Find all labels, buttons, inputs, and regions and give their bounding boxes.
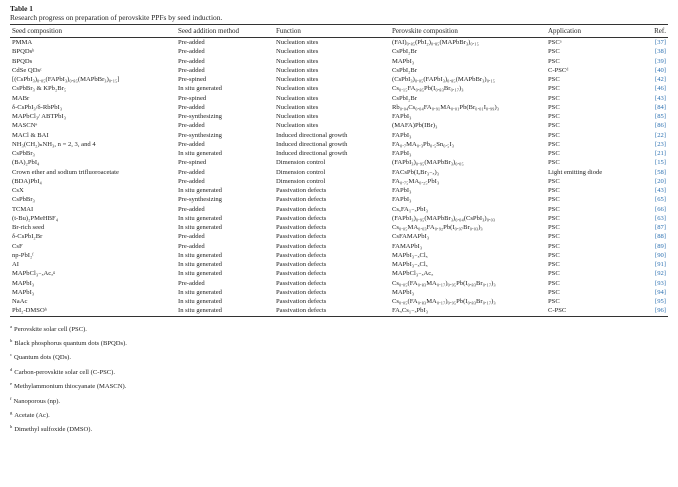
- function-cell: Passivation defects: [276, 270, 327, 278]
- ref-link[interactable]: [20]: [655, 177, 666, 185]
- table-row: [10, 260, 668, 269]
- footnote-mark: f: [10, 395, 12, 401]
- perovskite-composition-cell: FAPbI₃: [392, 150, 412, 157]
- table-header-row: [10, 25, 668, 38]
- application-cell: PSCᵃ: [548, 39, 562, 46]
- application-cell: PSC: [548, 131, 560, 139]
- perovskite-composition-cell: MAPbI₃: [392, 288, 415, 296]
- perovskite-composition-cell: (FAPbI₃)₀.₉₅(MAPbBr₃)₀.₀₅: [392, 159, 464, 167]
- seed-composition-cell: MAPbCl₃₋ₓAcₓᵍ: [12, 270, 56, 278]
- function-cell: Dimension control: [276, 159, 326, 167]
- function-cell: Nucleation sites: [276, 66, 319, 74]
- ref-link[interactable]: [90]: [655, 251, 666, 259]
- footnotes: [10, 321, 668, 436]
- perovskite-composition-cell: Cs₀.₁₅FA₀.₈₅Pb(I₀.₈₃Br₀.₁₇)₃: [392, 85, 464, 93]
- ref-link[interactable]: [39]: [655, 57, 666, 65]
- application-cell: C-PSCᵈ: [548, 66, 569, 74]
- function-cell: Nucleation sites: [276, 122, 319, 130]
- data-table: [10, 24, 668, 317]
- function-cell: Passivation defects: [276, 251, 327, 259]
- perovskite-composition-cell: FA₀.₇MA₀.₃Pb₀.₅Sn₀.₅I₃: [392, 140, 454, 148]
- footnote: [10, 378, 668, 392]
- seed-addition-method-cell: Pre-added: [178, 57, 205, 65]
- table-row: [10, 112, 668, 121]
- application-cell: PSC: [548, 214, 560, 222]
- footnote-text: Black phosphorus quantum dots (BPQDs).: [14, 339, 127, 347]
- seed-composition-cell: Br-rich seed: [12, 224, 45, 231]
- application-cell: PSC: [548, 94, 560, 102]
- footnote: [10, 364, 668, 378]
- application-cell: PSC: [548, 288, 560, 296]
- table-row: [10, 168, 668, 177]
- seed-composition-cell: NH₃(CH₂)ₙNH₃, n = 2, 3, and 4: [12, 140, 96, 148]
- table-row: [10, 149, 668, 158]
- function-cell: Induced directional growth: [276, 140, 348, 148]
- table-row: [10, 66, 668, 75]
- seed-addition-method-cell: Pre-added: [178, 279, 205, 287]
- footnote-text: Nanoporous (np).: [13, 397, 61, 405]
- application-cell: PSC: [548, 205, 560, 213]
- footnote: [10, 407, 668, 421]
- seed-composition-cell: AI: [12, 261, 19, 268]
- seed-composition-cell: CsPbBr₃ & KPb₂Br₅: [12, 85, 67, 93]
- application-cell: PSC: [548, 140, 560, 148]
- seed-addition-method-cell: Pre-synthesizing: [178, 196, 222, 204]
- table-row: [10, 177, 668, 186]
- application-cell: C-PSC: [548, 307, 567, 315]
- application-cell: PSC: [548, 242, 560, 250]
- ref-link[interactable]: [23]: [655, 140, 666, 148]
- header-seed-composition: Seed composition: [12, 27, 62, 35]
- seed-addition-method-cell: Pre-added: [178, 103, 205, 111]
- seed-addition-method-cell: Pre-spined: [178, 94, 207, 102]
- seed-composition-cell: CsPbBr₃: [12, 196, 35, 204]
- ref-link[interactable]: [95]: [655, 298, 666, 305]
- application-cell: PSC: [548, 187, 560, 194]
- function-cell: Nucleation sites: [276, 94, 319, 102]
- function-cell: Induced directional growth: [276, 131, 348, 139]
- application-cell: PSC: [548, 298, 560, 305]
- perovskite-composition-cell: FAPbI₃: [392, 187, 412, 194]
- application-cell: PSC: [548, 261, 560, 268]
- function-cell: Passivation defects: [276, 279, 327, 287]
- header-ref: Ref.: [654, 27, 666, 35]
- application-cell: PSC: [548, 159, 560, 167]
- perovskite-composition-cell: CsPbI₂Br: [392, 66, 418, 74]
- perovskite-composition-cell: Rb₀.₀₄Cs₀.₀₄FA₀.₉₁MA₀.₀₁Pb(Br₀.₀₁I₀.₉₉)₃: [392, 103, 499, 111]
- function-cell: Passivation defects: [276, 288, 327, 296]
- seed-addition-method-cell: Pre-added: [178, 168, 205, 176]
- application-cell: Light emitting diode: [548, 168, 603, 176]
- footnote-text: Dimethyl sulfoxide (DMSO).: [14, 426, 93, 434]
- seed-composition-cell: BPQDs: [12, 57, 33, 65]
- table-row: [10, 214, 668, 223]
- perovskite-composition-cell: FAPbI₃: [392, 196, 412, 204]
- seed-composition-cell: CsPbBr₃: [12, 150, 35, 157]
- seed-addition-method-cell: Pre-synthesizing: [178, 131, 222, 139]
- table-row: [10, 131, 668, 140]
- function-cell: Passivation defects: [276, 196, 327, 204]
- footnote-mark: e: [10, 381, 13, 387]
- table-row: [10, 94, 668, 103]
- function-cell: Passivation defects: [276, 214, 327, 222]
- function-cell: Nucleation sites: [276, 113, 319, 120]
- function-cell: Induced directional growth: [276, 150, 348, 157]
- table-caption: Research progress on preparation of perovskite PPFs by seed induction.: [10, 13, 223, 22]
- seed-addition-method-cell: In situ generated: [178, 187, 222, 194]
- ref-link[interactable]: [46]: [655, 85, 666, 93]
- seed-addition-method-cell: Pre-added: [178, 39, 205, 46]
- footnote: [10, 421, 668, 435]
- ref-link[interactable]: [58]: [655, 168, 666, 176]
- ref-link[interactable]: [94]: [655, 288, 666, 296]
- seed-addition-method-cell: Pre-added: [178, 205, 205, 213]
- ref-link[interactable]: [84]: [655, 103, 666, 111]
- perovskite-composition-cell: FAPbI₃: [392, 131, 412, 139]
- table-row: [10, 140, 668, 149]
- footnote-text: Quantum dots (QDs).: [14, 354, 72, 362]
- header-function: Function: [276, 27, 301, 35]
- header-application: Application: [548, 27, 582, 35]
- seed-composition-cell: [(CsPbI₃)₀.₀₅(FAPbI₃)₀.₈₅(MAPbBr₃)₀.₁₅]: [12, 76, 120, 83]
- ref-link[interactable]: [66]: [655, 205, 666, 213]
- ref-link[interactable]: [93]: [655, 279, 666, 287]
- seed-composition-cell: np-PbI₂ᶠ: [12, 251, 34, 259]
- seed-composition-cell: MAPbI₃: [12, 288, 35, 296]
- perovskite-composition-cell: CsₓFA₁₋ₓPbI₃: [392, 205, 428, 213]
- function-cell: Passivation defects: [276, 261, 327, 268]
- seed-composition-cell: NaAc: [12, 298, 28, 305]
- footnote: [10, 349, 668, 363]
- seed-addition-method-cell: Pre-added: [178, 122, 205, 130]
- table-row: [10, 47, 668, 56]
- application-cell: PSC: [548, 150, 560, 157]
- perovskite-composition-cell: MAPbI₃₋ₓClₓ: [392, 261, 428, 268]
- footnote-mark: h: [10, 424, 13, 430]
- ref-link[interactable]: [89]: [655, 242, 666, 250]
- application-cell: PSC: [548, 233, 560, 241]
- table-row: [10, 288, 668, 297]
- application-cell: PSC: [548, 270, 560, 278]
- seed-addition-method-cell: Pre-added: [178, 140, 205, 148]
- perovskite-composition-cell: (MAFA)Pb(IBr)₃: [392, 122, 438, 130]
- ref-link[interactable]: [21]: [655, 150, 666, 157]
- table-row: [10, 297, 668, 306]
- function-cell: Nucleation sites: [276, 103, 319, 111]
- footnote: [10, 321, 668, 335]
- footnote-mark: a: [10, 323, 13, 329]
- seed-composition-cell: BPQDsᵇ: [12, 48, 35, 56]
- perovskite-composition-cell: CsFAMAPbI₃: [392, 233, 429, 241]
- perovskite-composition-cell: FAPbI₃: [392, 113, 412, 120]
- ref-link[interactable]: [96]: [655, 307, 666, 315]
- seed-addition-method-cell: In situ generated: [178, 270, 222, 278]
- seed-addition-method-cell: Pre-synthesizing: [178, 113, 222, 120]
- application-cell: PSC: [548, 196, 560, 204]
- footnote-text: Acetate (Ac).: [14, 411, 50, 419]
- table-row: [10, 205, 668, 214]
- application-cell: PSC: [548, 85, 560, 93]
- table-row: [10, 195, 668, 204]
- function-cell: Passivation defects: [276, 187, 327, 194]
- perovskite-composition-cell: MAPbCl₃₋ₓAcₓ: [392, 270, 434, 278]
- ref-link[interactable]: [86]: [655, 122, 666, 130]
- footnote-mark: g: [10, 409, 13, 415]
- table-label: Table 1: [10, 4, 33, 13]
- table-row: [10, 103, 668, 112]
- seed-composition-cell: (BA)₂PbI₄: [12, 159, 40, 167]
- seed-addition-method-cell: In situ generated: [178, 261, 222, 268]
- seed-composition-cell: PbI₂-DMSOʰ: [12, 307, 47, 315]
- seed-addition-method-cell: Pre-added: [178, 177, 205, 185]
- perovskite-composition-cell: FACsPb(IₓBr₃₋ₓ)₃: [392, 168, 439, 176]
- ref-link[interactable]: [43]: [655, 94, 666, 102]
- seed-composition-cell: Crown ether and sodium trifluoroacetate: [12, 168, 119, 176]
- table-row: [10, 306, 668, 316]
- perovskite-composition-cell: Cs₀.₀₅MA₀.₀₃FA₀.₉₂Pb(I₀.₉₇Br₀.₀₃)₃: [392, 224, 483, 231]
- seed-addition-method-cell: In situ generated: [178, 150, 222, 157]
- ref-link[interactable]: [15]: [655, 159, 666, 167]
- seed-composition-cell: CdSe QDsᶜ: [12, 66, 42, 74]
- seed-composition-cell: δ-CsPbI₃/δ-RbPbI₃: [12, 103, 63, 111]
- seed-addition-method-cell: In situ generated: [178, 298, 222, 305]
- table-row: [10, 121, 668, 130]
- ref-link[interactable]: [85]: [655, 113, 666, 120]
- seed-composition-cell: (BDA)PbI₄: [12, 177, 42, 185]
- seed-addition-method-cell: Pre-added: [178, 242, 205, 250]
- ref-link[interactable]: [43]: [655, 187, 666, 194]
- table-row: [10, 75, 668, 84]
- perovskite-composition-cell: (FAPbI₃)₀.₉₅(MAPbBr₃)₀.₀₄(CsPbI₃)₀.₀₃: [392, 214, 496, 222]
- table-row: [10, 232, 668, 241]
- header-perovskite-composition: Perovskite composition: [392, 27, 458, 35]
- perovskite-composition-cell: MAPbI₃₋ₓClₓ: [392, 251, 428, 259]
- seed-composition-cell: MASCNᵉ: [12, 122, 38, 130]
- application-cell: PSC: [548, 279, 560, 287]
- seed-composition-cell: MABr: [12, 94, 30, 102]
- seed-addition-method-cell: Pre-added: [178, 66, 205, 74]
- seed-composition-cell: PMMA: [12, 39, 33, 46]
- footnote-text: Methylammonium thiocyanate (MASCN).: [14, 383, 127, 391]
- seed-composition-cell: MAPbCl₃/ ABTPbI₃: [12, 113, 66, 120]
- function-cell: Passivation defects: [276, 242, 327, 250]
- ref-link[interactable]: [40]: [655, 66, 666, 74]
- ref-link[interactable]: [22]: [655, 131, 666, 139]
- perovskite-composition-cell: FAₓCs₁₋ₓPbI₃: [392, 307, 428, 315]
- application-cell: PSC: [548, 122, 560, 130]
- seed-addition-method-cell: Pre-added: [178, 48, 205, 56]
- application-cell: PSC: [548, 224, 560, 231]
- table-row: [10, 269, 668, 278]
- application-cell: PSC: [548, 48, 560, 56]
- seed-addition-method-cell: In situ generated: [178, 251, 222, 259]
- function-cell: Nucleation sites: [276, 85, 319, 93]
- table-row: [10, 279, 668, 288]
- table-row: [10, 38, 668, 48]
- application-cell: PSC: [548, 57, 560, 65]
- footnote-text: Perovskite solar cell (PSC).: [14, 325, 87, 333]
- table-row: [10, 158, 668, 167]
- function-cell: Passivation defects: [276, 233, 327, 241]
- application-cell: PSC: [548, 113, 560, 120]
- application-cell: PSC: [548, 251, 560, 259]
- table-row: [10, 84, 668, 93]
- function-cell: Passivation defects: [276, 307, 327, 315]
- application-cell: PSC: [548, 76, 560, 83]
- seed-composition-cell: MAPbI₃: [12, 279, 35, 287]
- ref-link[interactable]: [42]: [655, 76, 666, 83]
- function-cell: Dimension control: [276, 168, 326, 176]
- footnote-mark: b: [10, 337, 13, 343]
- table-row: [10, 57, 668, 66]
- function-cell: Passivation defects: [276, 298, 327, 305]
- perovskite-composition-cell: FA₀.₇₅MA₀.₂₅PbI₃: [392, 177, 440, 185]
- seed-addition-method-cell: In situ generated: [178, 214, 222, 222]
- perovskite-composition-cell: (CsPbI₃)₀.₀₅(FAPbI₃)₀.₈₅(MAPbBr₃)₀.₁₅: [392, 76, 496, 83]
- seed-composition-cell: MACl & BAI: [12, 131, 49, 139]
- seed-composition-cell: (t-Bu)₂PMeHBF₄: [12, 214, 58, 222]
- perovskite-composition-cell: CsPbI₂Br: [392, 94, 418, 102]
- ref-link[interactable]: [37]: [655, 39, 666, 46]
- perovskite-composition-cell: FAMAPbI₃: [392, 242, 423, 250]
- footnote-mark: d: [10, 366, 13, 372]
- function-cell: Passivation defects: [276, 224, 327, 231]
- function-cell: Nucleation sites: [276, 39, 319, 46]
- function-cell: Nucleation sites: [276, 57, 319, 65]
- function-cell: Nucleation sites: [276, 76, 319, 83]
- function-cell: Dimension control: [276, 177, 326, 185]
- seed-addition-method-cell: In situ generated: [178, 288, 222, 296]
- ref-link[interactable]: [91]: [655, 261, 666, 268]
- footnote-mark: c: [10, 352, 13, 358]
- table-body: [10, 38, 668, 317]
- ref-link[interactable]: [65]: [655, 196, 666, 204]
- table-row: [10, 242, 668, 251]
- seed-addition-method-cell: Pre-added: [178, 233, 205, 241]
- seed-addition-method-cell: In situ generated: [178, 307, 222, 315]
- seed-addition-method-cell: In situ generated: [178, 85, 222, 93]
- perovskite-composition-cell: MAPbI₃: [392, 57, 415, 65]
- table-row: [10, 223, 668, 232]
- seed-composition-cell: CsF: [12, 242, 23, 250]
- perovskite-composition-cell: Cs₀.₀₅(FA₀.₈₃MA₀.₁₇)₀.₉₅Pb(I₀.₈₃Br₀.₁₇)₃: [392, 279, 496, 287]
- seed-addition-method-cell: Pre-spined: [178, 159, 207, 167]
- ref-link[interactable]: [63]: [655, 214, 666, 222]
- ref-link[interactable]: [38]: [655, 48, 666, 56]
- footnote-text: Carbon-perovskite solar cell (C-PSC).: [14, 368, 116, 376]
- ref-link[interactable]: [92]: [655, 270, 666, 278]
- footnote: [10, 335, 668, 349]
- seed-composition-cell: CsX: [12, 187, 24, 194]
- seed-composition-cell: TCMAI: [12, 205, 34, 213]
- table-row: [10, 186, 668, 195]
- perovskite-composition-cell: (FAI)₀.₈₅(PbI₂)₀.₈₅(MAPbBr₃)₀.₁₅: [392, 39, 479, 46]
- function-cell: Nucleation sites: [276, 48, 319, 56]
- ref-link[interactable]: [88]: [655, 233, 666, 241]
- header-seed-addition-method: Seed addition method: [178, 27, 240, 35]
- perovskite-composition-cell: Cs₀.₀₅(FA₀.₈₃MA₀.₁₇)₀.₉₅Pb(I₀.₈₃Br₀.₁₇)₃: [392, 298, 496, 305]
- footnote: [10, 393, 668, 407]
- application-cell: PSC: [548, 103, 560, 111]
- ref-link[interactable]: [87]: [655, 224, 666, 231]
- seed-addition-method-cell: Pre-spined: [178, 76, 207, 83]
- seed-addition-method-cell: In situ generated: [178, 224, 222, 231]
- perovskite-composition-cell: CsPbI₂Br: [392, 48, 418, 56]
- table-row: [10, 251, 668, 260]
- function-cell: Passivation defects: [276, 205, 327, 213]
- seed-composition-cell: δ-CsPbI₂Br: [12, 233, 43, 241]
- application-cell: PSC: [548, 177, 560, 185]
